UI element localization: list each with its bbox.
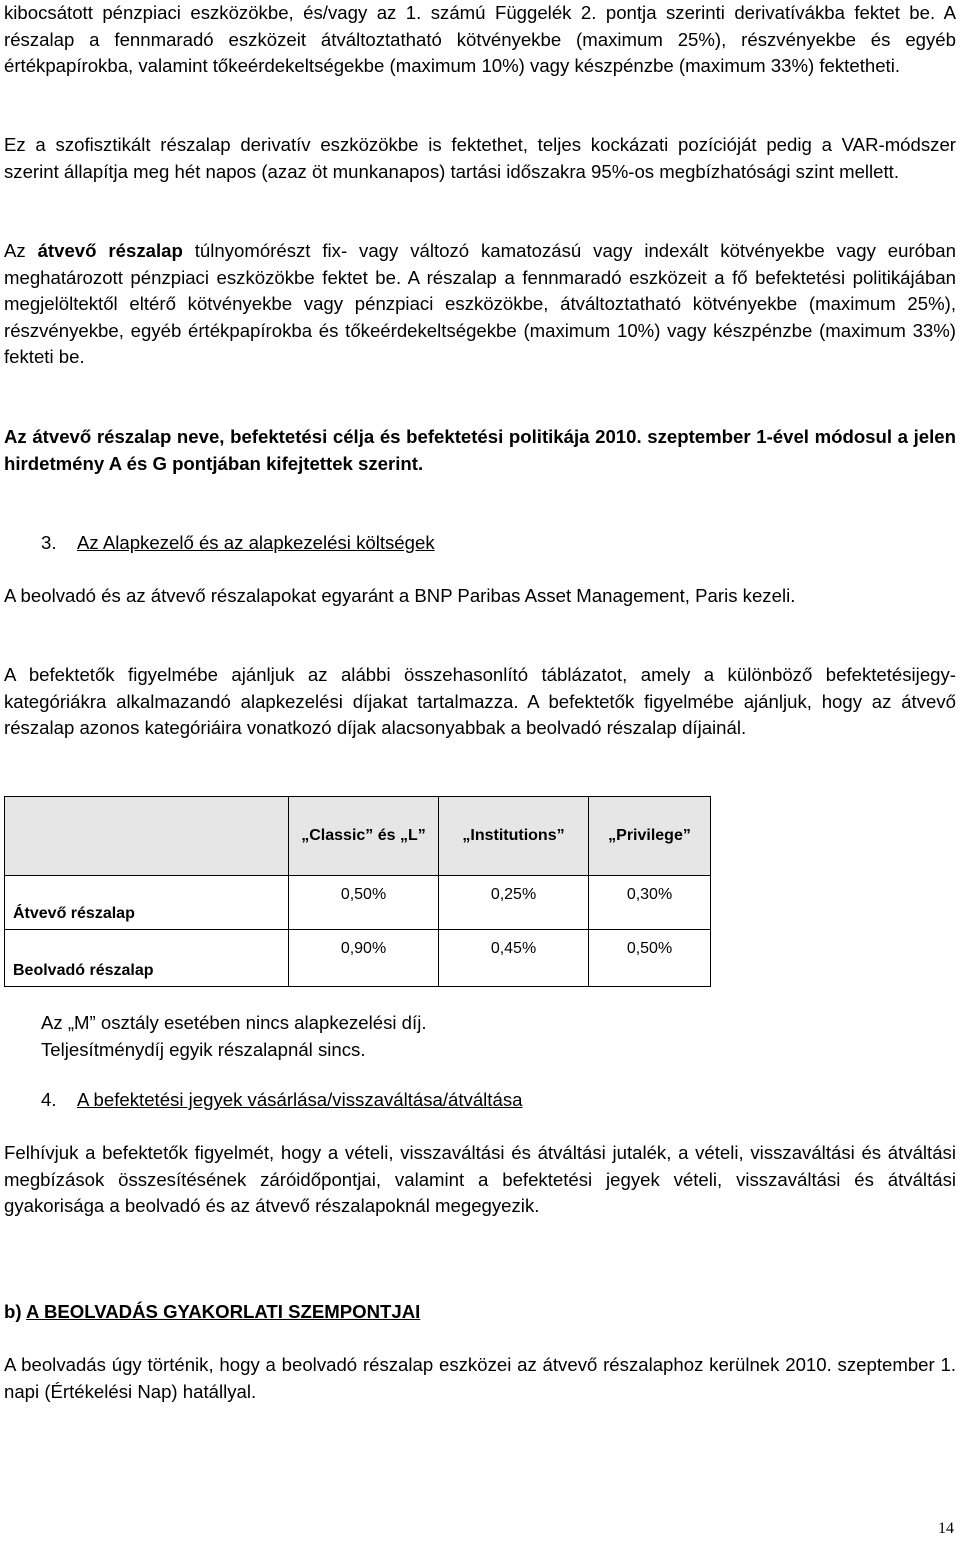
section-b-label: b)	[4, 1301, 22, 1322]
section-3-title: Az Alapkezelő és az alapkezelési költségek	[77, 532, 435, 553]
paragraph-receiving-subfund	[4, 238, 956, 371]
fee-table-cell: 0,45%	[439, 930, 589, 987]
fee-table-cell: 0,50%	[589, 930, 711, 987]
fee-notes	[41, 1010, 426, 1063]
section-b-heading	[4, 1299, 956, 1326]
paragraph-fund-manager: A beolvadó és az átvevő részalapokat egyaránt a BNP Paribas Asset Management, Paris kezeli.	[4, 585, 796, 606]
paragraph-policy-change-notice: Az átvevő részalap neve, befektetési célja és befektetési politikája 2010. szeptember 1-ével módosul a jelen hirdetmény A és G pontjában kifejtettek szerint.	[4, 426, 956, 474]
note-m-class: Az „M” osztály esetében nincs alapkezelési díj.	[41, 1012, 427, 1033]
paragraph-merger-execution: A beolvadás úgy történik, hogy a beolvadó részalap eszközei az átvevő részalaphoz kerülnek 2010. szeptember 1. napi (Értékelési Nap) hatállyal.	[4, 1354, 956, 1402]
fee-table-row-label: Beolvadó részalap	[5, 930, 289, 987]
fee-table-row	[5, 930, 711, 987]
para3-rest: túlnyomórészt fix- vagy változó kamatozású vagy indexált kötvényekbe vagy euróban meghatározott pénzpiaci eszközökbe fektet be. A részalap a fennmaradó eszközeit a fő befektetési politikájában megjelöltektől eltérő kötvényekbe vagy pénzpiaci eszközökbe, átváltoztatható kötvényekbe (maximum 25%), részvényekbe, egyéb értékpapírokba és tőkeérdekeltségekbe (maximum 10%) vagy készpénzbe (maximum 33%) fekteti be.	[4, 240, 956, 367]
fee-table-cell: 0,50%	[289, 876, 439, 930]
section-3-heading	[41, 530, 941, 557]
fee-table-cell: 0,25%	[439, 876, 589, 930]
section-4-title: A befektetési jegyek vásárlása/visszaváltása/átváltása	[77, 1089, 523, 1110]
paragraph-fee-comparison-intro: A befektetők figyelmébe ajánljuk az alábbi összehasonlító táblázatot, amely a különböző befektetésijegy-kategóriákra alkalmazandó alapkezelési díjakat tartalmazza. A befektetők figyelmébe ajánljuk, hogy az átvevő részalap azonos kategóriáira vonatkozó díjak alacsonyabbak a beolvadó részalap díjainál.	[4, 664, 956, 738]
section-b-title: A BEOLVADÁS GYAKORLATI SZEMPONTJAI	[26, 1301, 421, 1322]
fee-table-corner-cell	[5, 797, 289, 876]
fee-table-header-row	[5, 797, 711, 876]
fee-table-header-classic: „Classic” és „L”	[289, 797, 439, 876]
fee-table-row-label: Átvevő részalap	[5, 876, 289, 930]
page-number: 14	[938, 1520, 954, 1537]
section-3-number: 3.	[41, 532, 57, 553]
section-4-heading	[41, 1087, 941, 1114]
note-performance-fee: Teljesítménydíj egyik részalapnál sincs.	[41, 1038, 366, 1060]
para3-bold-term: átvevő részalap	[37, 240, 183, 261]
fee-table-cell: 0,90%	[289, 930, 439, 987]
paragraph-derivatives-var: Ez a szofisztikált részalap derivatív eszközökbe is fektethet, teljes kockázati pozícióját pedig a VAR-módszer szerint állapítja meg hét napos (azaz öt munkanapos) tartási időszakra 95%-os megbízhatósági szint mellett.	[4, 134, 956, 182]
fee-table-header-privilege: „Privilege”	[589, 797, 711, 876]
fee-table-row	[5, 876, 711, 930]
paragraph-subscription-redemption: Felhívjuk a befektetők figyelmét, hogy a vételi, visszaváltási és átváltási jutalék, a vételi, visszaváltási és átváltási megbízások összesítésének záróidőpontjai, valamint a befektetési jegyek vételi, visszaváltási és átváltási gyakorisága a beolvadó és az átvevő részalapoknál megegyezik.	[4, 1142, 956, 1216]
fee-comparison-table	[4, 796, 711, 987]
fee-table-cell: 0,30%	[589, 876, 711, 930]
paragraph-investment-allocation: kibocsátott pénzpiaci eszközökbe, és/vagy az 1. számú Függelék 2. pontja szerinti derivatívákba fektet be. A részalap a fennmaradó eszközeit átváltoztatható kötvényekbe (maximum 25%), részvényekbe és egyéb értékpapírokba, valamint tőkeérdekeltségekbe (maximum 10%) vagy készpénzbe (maximum 33%) fektetheti.	[4, 2, 956, 76]
document-page	[4, 0, 956, 1541]
section-4-number: 4.	[41, 1089, 57, 1110]
para3-prefix: Az	[4, 240, 38, 261]
fee-table-header-institutions: „Institutions”	[439, 797, 589, 876]
